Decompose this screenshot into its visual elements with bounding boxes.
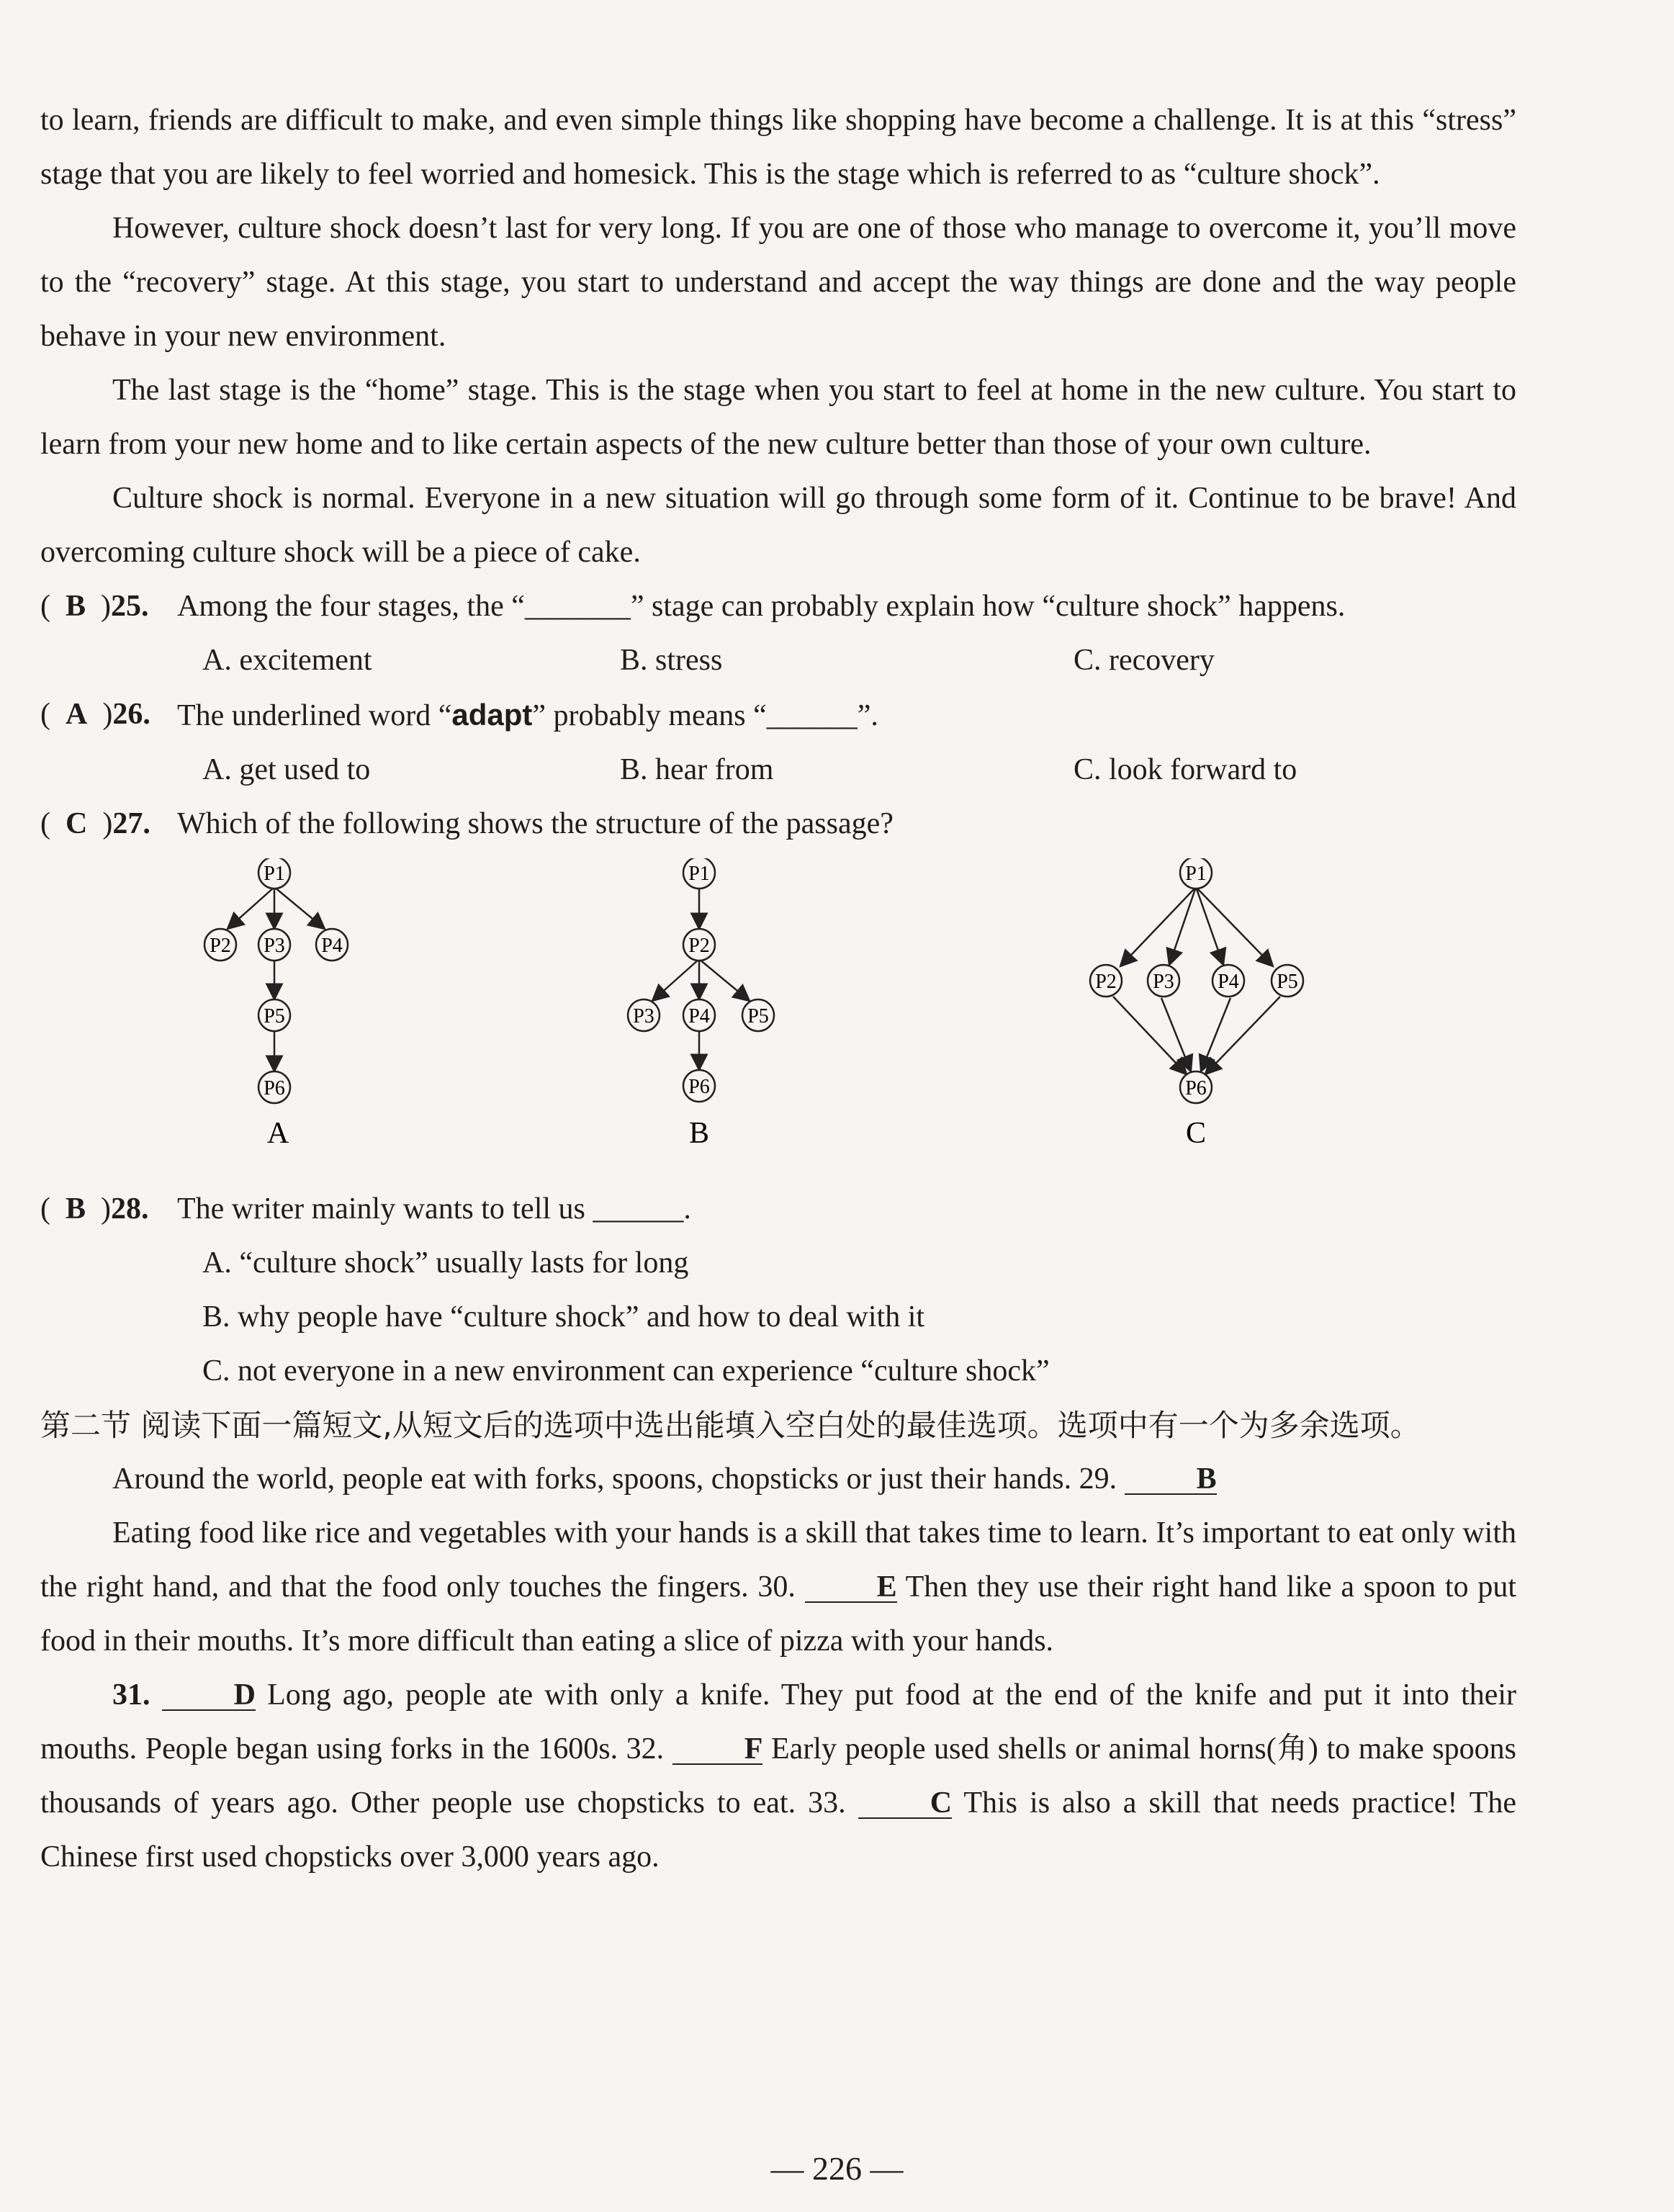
node-p1 bbox=[258, 858, 290, 889]
diagram-label-b: B bbox=[688, 1117, 710, 1150]
blank-29: B bbox=[1125, 1465, 1217, 1495]
underlined-word: adapt bbox=[451, 698, 533, 732]
question-stem: The writer mainly wants to tell us ______. bbox=[177, 1192, 691, 1226]
page-content bbox=[40, 94, 1516, 1884]
option-a: A. “culture shock” usually lasts for long bbox=[202, 1246, 689, 1280]
node-p3 bbox=[258, 929, 290, 961]
node-label: P2 bbox=[1095, 971, 1117, 993]
node-p4 bbox=[683, 999, 715, 1031]
answer-25: B bbox=[66, 590, 86, 623]
node-p2 bbox=[1090, 965, 1122, 997]
question-28: ( B )28. The writer mainly wants to tell us ______. A. “culture shock” usually lasts for long B. why people have “culture shock” and how to deal with it C. not everyone in a new environment can experience “culture shock” bbox=[40, 1182, 1516, 1398]
question-number: 25. bbox=[111, 590, 149, 623]
node-label: P5 bbox=[264, 1005, 285, 1028]
node-p2 bbox=[683, 929, 715, 961]
passage-paragraph-1: to learn, friends are difficult to make, and even simple things like shopping have become a challenge. It is at this “stress” stage that you are likely to feel worried and homesick. This is the stage which is referred to as “culture shock”. bbox=[40, 104, 1516, 191]
option-b: B. why people have “culture shock” and how to deal with it bbox=[202, 1300, 925, 1334]
node-label: P6 bbox=[264, 1077, 285, 1100]
diagram-b bbox=[652, 889, 750, 1070]
node-p4 bbox=[316, 929, 348, 961]
question-stem: Among the four stages, the “_______” stage can probably explain how “culture shock” happens. bbox=[177, 590, 1346, 623]
node-p5 bbox=[742, 999, 774, 1031]
node-p2 bbox=[204, 929, 236, 961]
page-number: — 226 — bbox=[770, 2150, 904, 2187]
node-label: P2 bbox=[688, 935, 710, 957]
diagram-b-nodes bbox=[628, 858, 774, 1150]
option-b: B. hear from bbox=[620, 753, 774, 786]
diagram-label-c: C bbox=[1185, 1117, 1207, 1150]
passage-paragraph-3: The last stage is the “home” stage. This is the stage when you start to feel at home in the new culture. You start to learn from your new home and to like certain aspects of the new culture better than those of your own culture. bbox=[40, 374, 1516, 461]
node-label: P2 bbox=[210, 935, 231, 957]
node-label: P1 bbox=[264, 863, 285, 885]
node-p6 bbox=[258, 1071, 290, 1103]
question-number: 27. bbox=[112, 807, 150, 840]
node-p3 bbox=[1148, 965, 1179, 997]
blank-number-31: 31. bbox=[112, 1678, 150, 1712]
option-c: C. not everyone in a new environment can experience “culture shock” bbox=[202, 1354, 1050, 1388]
cloze-text: Eating food like rice and vegetables with your hands is a skill that takes time to learn. It’s important to eat only with the right hand, and that the food only touches the fingers. 30. bbox=[40, 1516, 1516, 1604]
question-26: ( A )26. The underlined word “adapt” probably means “______”. A. get used to B. hear from C. look forward to bbox=[40, 688, 1516, 797]
question-number: 28. bbox=[111, 1192, 149, 1226]
question-25: ( B )25. Among the four stages, the “_______” stage can probably explain how “culture shock” happens. A. excitement B. stress C. recovery bbox=[40, 580, 1516, 688]
node-p5 bbox=[258, 999, 290, 1031]
diagram-label-a: A bbox=[266, 1117, 289, 1150]
option-c: C. recovery bbox=[1074, 644, 1215, 677]
option-b: B. stress bbox=[620, 644, 723, 677]
blank-31: D bbox=[162, 1681, 256, 1711]
diagram-a bbox=[228, 887, 325, 1071]
passage-paragraph-2: However, culture shock doesn’t last for very long. If you are one of those who manage to overcome it, you’ll move to the “recovery” stage. At this stage, you start to understand and accept the way things are done and the way people behave in your new environment. bbox=[40, 212, 1516, 353]
blank-33: C bbox=[858, 1789, 952, 1819]
passage-paragraph-4: Culture shock is normal. Everyone in a new situation will go through some form of it. Continue to be brave! And overcoming culture shock will be a piece of cake. bbox=[40, 482, 1516, 569]
cloze-text: Early people used shells or animal horns(角) to make spoons thousands of years ago. Other people use chopsticks to eat. 33. bbox=[40, 1732, 1517, 1820]
section-2-instruction: 第二节 阅读下面一篇短文,从短文后的选项中选出能填入空白处的最佳选项。选项中有一个为多余选项。 bbox=[40, 1408, 1421, 1443]
question-27: ( C )27. Which of the following shows the structure of the passage? P1 P2 P3 P4 P5 P6 A P1 P2 P3 P4 P5 P6 B P1 P2 P3 P4 P5 P6 C bbox=[40, 797, 1516, 1197]
cloze-paragraph-1 bbox=[40, 1452, 1516, 1506]
node-label: P1 bbox=[1185, 863, 1207, 885]
node-label: P3 bbox=[633, 1005, 654, 1028]
node-label: P4 bbox=[321, 935, 343, 957]
question-stem: Which of the following shows the structure of the passage? bbox=[177, 807, 894, 840]
answer-27: C bbox=[66, 807, 88, 840]
diagram-a-nodes bbox=[204, 858, 348, 1150]
cloze-text: Then they use their right hand like a spoon to put food in their mouths. It’s more difficult than eating a slice of pizza with your hands. bbox=[40, 1570, 1516, 1658]
node-p6 bbox=[683, 1070, 715, 1102]
stem-pre: The underlined word “ bbox=[177, 699, 452, 732]
cloze-text: Around the world, people eat with forks, spoons, chopsticks or just their hands. 29. bbox=[112, 1462, 1117, 1496]
cloze-text: This is also a skill that needs practice! The Chinese first used chopsticks over 3,000 years ago. bbox=[40, 1786, 1516, 1874]
node-label: P4 bbox=[1218, 971, 1239, 993]
node-p3 bbox=[628, 999, 660, 1031]
diagrams-svg bbox=[40, 858, 1516, 1197]
answer-26: A bbox=[66, 698, 88, 731]
node-label: P3 bbox=[264, 935, 285, 957]
option-c: C. look forward to bbox=[1074, 753, 1297, 786]
node-label: P6 bbox=[688, 1076, 710, 1098]
option-a: A. excitement bbox=[202, 644, 372, 677]
node-p1 bbox=[683, 858, 715, 889]
node-label: P5 bbox=[1277, 971, 1298, 993]
node-label: P5 bbox=[747, 1005, 769, 1028]
node-p6 bbox=[1180, 1071, 1212, 1103]
question-stem bbox=[177, 688, 878, 743]
node-p4 bbox=[1212, 965, 1244, 997]
option-a: A. get used to bbox=[202, 753, 371, 786]
diagram-c bbox=[1113, 887, 1280, 1074]
stem-post: ” probably means “______”. bbox=[532, 699, 878, 732]
node-label: P6 bbox=[1185, 1077, 1207, 1100]
blank-32: F bbox=[672, 1735, 763, 1765]
node-label: P1 bbox=[688, 863, 710, 885]
structure-diagrams bbox=[40, 858, 1516, 1197]
answer-28: B bbox=[66, 1192, 86, 1226]
cloze-text: Long ago, people ate with only a knife. They put food at the end of the knife and put it into their mouths. People began using forks in the 1600s. 32. bbox=[40, 1678, 1517, 1766]
diagram-c-nodes bbox=[1090, 858, 1303, 1150]
node-label: P3 bbox=[1153, 971, 1174, 993]
cloze-paragraph-3 bbox=[40, 1668, 1516, 1884]
node-p1 bbox=[1180, 858, 1212, 889]
cloze-paragraph-2 bbox=[40, 1506, 1516, 1668]
blank-30: E bbox=[805, 1573, 897, 1603]
node-p5 bbox=[1272, 965, 1303, 997]
question-number: 26. bbox=[112, 698, 150, 731]
node-label: P4 bbox=[688, 1005, 710, 1028]
